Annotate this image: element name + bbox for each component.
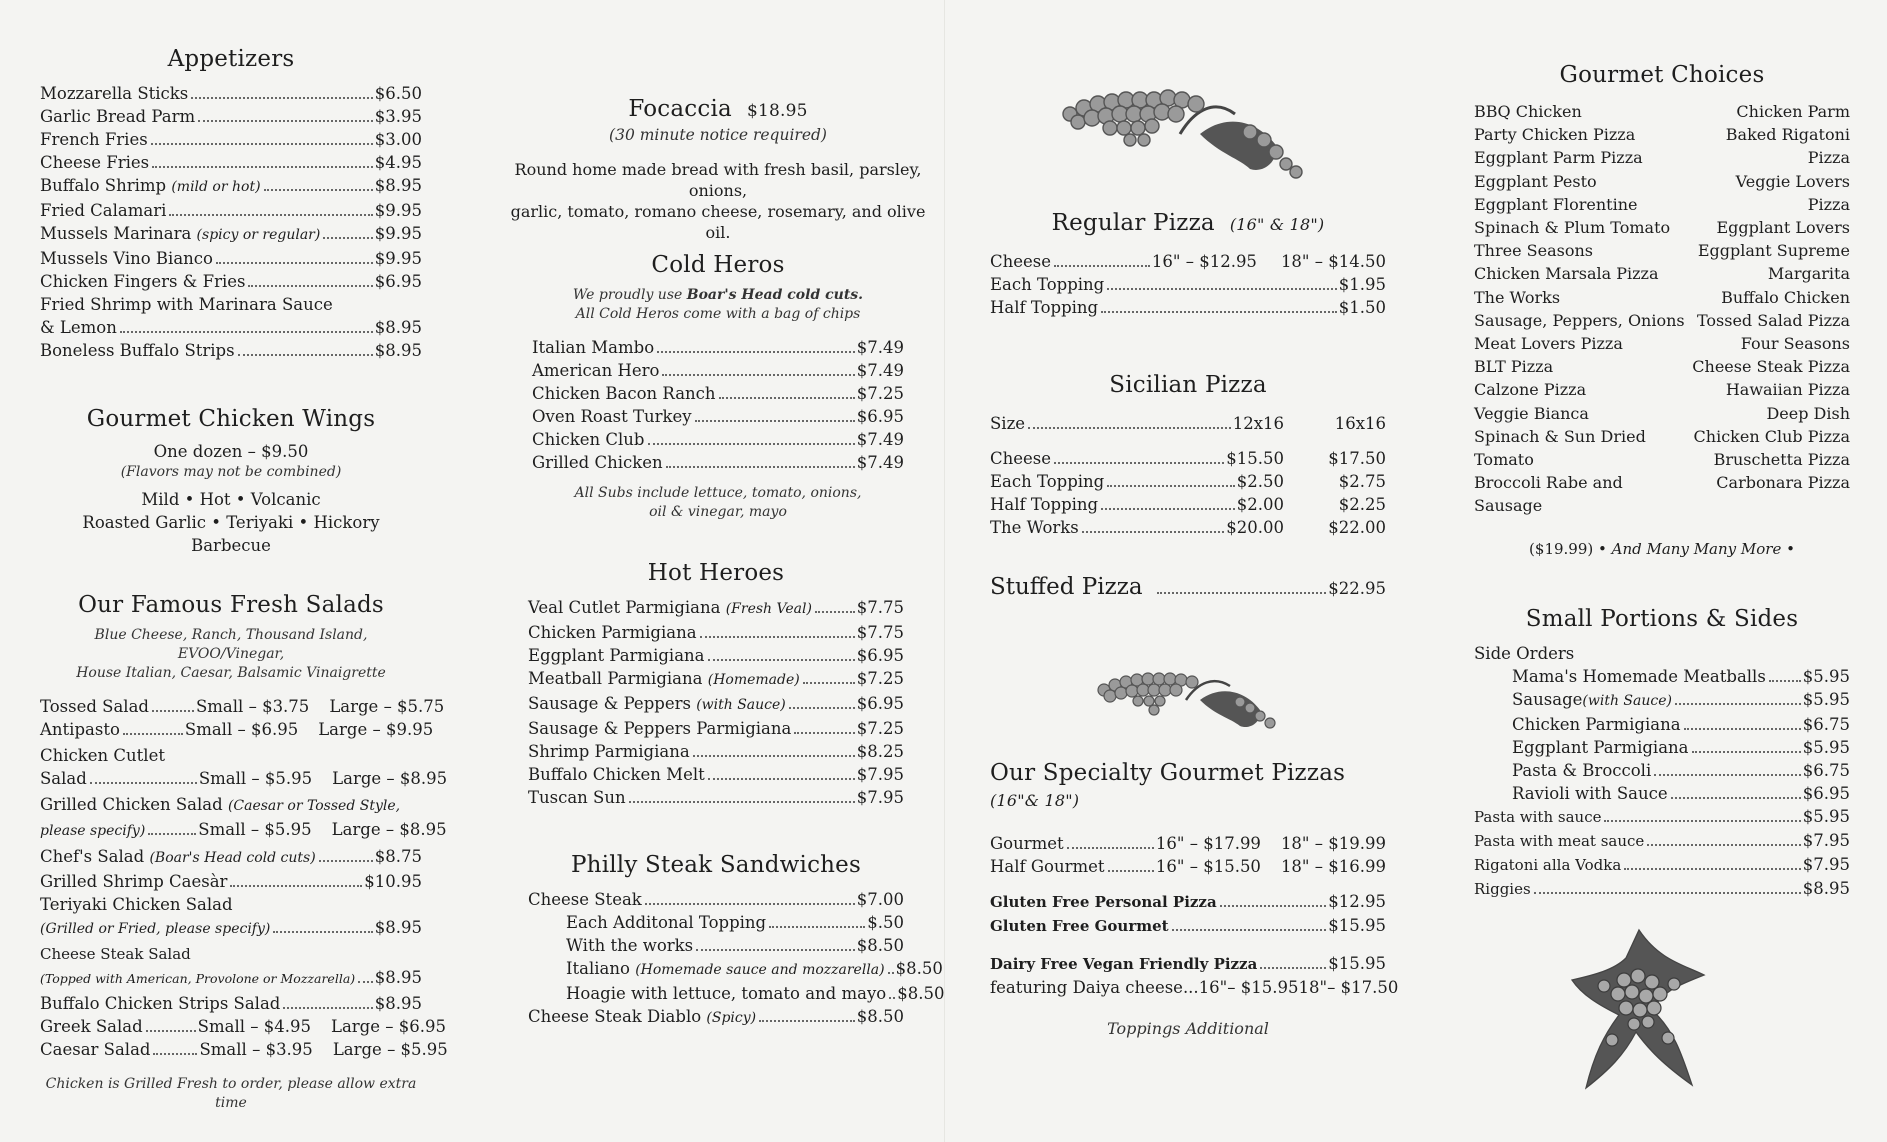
grape-cluster-icon [1564,920,1714,1100]
salads-section [40,592,448,1113]
appetizer-row: Mussels Marinara (spicy or regular) $9.95 [40,224,422,243]
side-row: Ravioli with Sauce $6.95 [1512,784,1850,803]
gourmet-choice-item: Broccoli Rabe and Sausage [1474,473,1623,516]
salad-grilled-line1: Grilled Chicken Salad (Caesar or Tossed Style, [40,795,401,814]
center-fold [944,0,945,1142]
appetizer-row: Mussels Vino Bianco $9.95 [40,249,422,268]
boneless-row: Boneless Buffalo Strips $8.95 [40,341,422,360]
cold-hero-row: Oven Roast Turkey $6.95 [532,407,904,426]
side-row: Mama's Homemade Meatballs $5.95 [1512,667,1850,686]
gourmet-choice-item: Eggplant Parm Pizza [1474,148,1643,168]
salad-row-teriyaki: (Grilled or Fried, please specify) $8.95 [40,918,422,937]
salad-row-antipasto: Antipasto Small – $6.95 Large – $9.95 [40,720,434,739]
salads-dressings-2: House Italian, Caesar, Balsamic Vinaigrette [76,665,386,681]
side-row: Sausage(with Sauce) $5.95 [1512,690,1850,709]
hot-hero-row: Chicken Parmigiana $7.75 [528,623,904,642]
appetizer-row: Garlic Bread Parm $3.95 [40,107,422,126]
focaccia-title: Focaccia $18.95 [628,96,808,122]
side-row: Pasta with sauce $5.95 [1474,807,1850,826]
gourmet-choice-item: Eggplant Pesto [1474,171,1597,191]
wings-title: Gourmet Chicken Wings [86,406,376,432]
gourmet-choice-item: Veggie Bianca [1474,403,1589,423]
gourmet-choice-item: Tossed Salad Pizza [1696,310,1850,330]
philly-row-italiano: Italiano (Homemade sauce and mozzarella) $8.50 [566,959,943,978]
appetizer-row: Buffalo Shrimp (mild or hot) $8.95 [40,176,422,195]
fried-shrimp-row: & Lemon $8.95 [40,318,422,337]
cold-heros-title: Cold Heros [651,252,785,278]
side-row: Eggplant Parmigiana $5.95 [1512,738,1850,757]
cold-hero-row: Grilled Chicken $7.49 [532,453,904,472]
salads-title: Our Famous Fresh Salads [78,592,384,618]
gourmet-choice-item: Three Seasons [1474,241,1593,261]
gourmet-choice-item: Veggie Lovers Pizza [1735,171,1850,214]
column-2 [510,0,945,1142]
specialty-toppings: Toppings Additional [1107,1019,1269,1038]
gourmet-choice-item: Chicken Parm [1736,102,1850,121]
column-4 [1474,0,1850,1142]
gourmet-choice-item: The Works [1474,287,1561,307]
gourmet-choice-item: Buffalo Chicken [1721,287,1850,307]
gourmet-choices-price: ($19.99) • And Many Many More • [1529,539,1795,558]
appetizer-row: Cheese Fries $4.95 [40,153,422,172]
wings-note: (Flavors may not be combined) [120,464,342,480]
appetizer-row: Mozzarella Sticks $6.50 [40,84,422,103]
salad-row-shrimp-caesar: Grilled Shrimp Caesàr $10.95 [40,872,422,891]
gourmet-choice-item: Sausage, Peppers, Onions [1474,310,1685,330]
hot-hero-row: Sausage & Peppers (with Sauce) $6.95 [528,694,904,713]
gourmet-choice-item: BBQ Chicken [1474,102,1582,121]
gourmet-choice-item: Hawaiian Pizza [1725,380,1850,400]
regular-row-cheese: Cheese 16" – $12.95 18" – $14.50 [990,252,1386,271]
gourmet-choice-item: Margarita [1767,264,1850,284]
cold-hero-row: Chicken Bacon Ranch $7.25 [532,384,904,403]
focaccia-notice: (30 minute notice required) [609,126,827,144]
side-row: Riggies $8.95 [1474,879,1850,898]
wings-section [40,406,422,557]
sicilian-row: Half Topping $2.00 $2.25 [990,495,1386,514]
sicilian-title: Sicilian Pizza [1109,372,1267,398]
side-row: Pasta with meat sauce $7.95 [1474,831,1850,850]
wings-flavors-1: Mild • Hot • Volcanic [141,490,321,509]
gourmet-choices-title: Gourmet Choices [1559,62,1765,88]
wings-flavors-2: Roasted Garlic • Teriyaki • Hickory Barbecue [82,513,380,555]
sicilian-section [990,372,1386,539]
specialty-row-half-gourmet: Half Gourmet 16" – $15.50 18" – $16.99 [990,857,1386,876]
regular-pizza-title: Regular Pizza (16" & 18") [1051,210,1325,236]
salad-row-greek: Greek Salad Small – $4.95 Large – $6.95 [40,1017,446,1036]
sicilian-size-row: Size 12x16 16x16 [990,414,1386,433]
side-row: Chicken Parmigiana $6.75 [1512,715,1850,734]
specialty-row-daiya: featuring Daiya cheese... 16"– $15.95 18"– $17.50 [990,978,1399,997]
gourmet-choice-item: Meat Lovers Pizza [1474,334,1623,354]
appetizer-row: Fried Calamari $9.95 [40,201,422,220]
stuffed-section [990,572,1386,604]
gourmet-choice-item: Party Chicken Pizza [1474,125,1636,145]
salad-cheesesteak-line1: Cheese Steak Salad [40,945,191,963]
gourmet-choice-item: Chicken Marsala Pizza [1474,264,1659,284]
hot-hero-row: Shrimp Parmigiana $8.25 [528,742,904,761]
philly-title: Philly Steak Sandwiches [571,852,861,878]
gourmet-choice-item: Eggplant Florentine [1474,194,1638,214]
cold-heros-note-1: We proudly use Boar's Head cold cuts. [572,287,864,303]
gourmet-choices-left [1474,100,1692,518]
cold-heros-footer-2: oil & vinegar, mayo [649,504,787,520]
gourmet-choice-item: Eggplant Lovers [1716,218,1850,238]
fried-shrimp-line1: Fried Shrimp with Marinara Sauce [40,295,333,314]
cold-hero-row: Italian Mambo $7.49 [532,338,904,357]
salad-row-tossed: Tossed Salad Small – $3.75 Large – $5.75 [40,697,445,716]
hot-hero-row: Meatball Parmigiana (Homemade) $7.25 [528,669,904,688]
sides-side-orders: Side Orders [1474,644,1575,663]
philly-row-hoagie: Hoagie with lettuce, tomato and mayo $8.50 [566,984,945,1003]
salad-cutlet-line1: Chicken Cutlet [40,746,165,765]
gourmet-choice-item: Calzone Pizza [1474,380,1587,400]
gourmet-choice-item: Bruschetta Pizza [1713,450,1850,470]
sides-section [1474,606,1850,901]
gourmet-choice-item: Eggplant Supreme [1697,241,1850,261]
cold-heros-note-2: All Cold Heros come with a bag of chips [575,306,861,322]
philly-row-works: With the works $8.50 [566,936,904,955]
grape-vine-icon [1050,74,1320,184]
gourmet-choice-item: Four Seasons [1740,334,1850,354]
hot-hero-row: Buffalo Chicken Melt $7.95 [528,765,904,784]
regular-row-half: Half Topping $1.50 [990,298,1386,317]
focaccia-section [508,96,928,243]
salad-row-grilled: please specify) Small – $5.95 Large – $8.95 [40,820,447,839]
specialty-section [990,760,1399,1038]
salads-footer: Chicken is Grilled Fresh to order, please allow extra time [45,1076,417,1111]
hot-hero-row: Tuscan Sun $7.95 [528,788,904,807]
sides-title: Small Portions & Sides [1525,606,1799,632]
hot-hero-row: Veal Cutlet Parmigiana (Fresh Veal) $7.75 [528,598,904,617]
sicilian-row: Each Topping $2.50 $2.75 [990,472,1386,491]
specialty-row-gf-gourmet: Gluten Free Gourmet $15.95 [990,916,1386,935]
stuffed-row: Stuffed Pizza $22.95 [990,574,1386,600]
side-row: Pasta & Broccoli $6.75 [1512,761,1850,780]
gourmet-choice-item: Baked Rigatoni Pizza [1725,125,1850,168]
focaccia-desc-1: Round home made bread with fresh basil, parsley, onions, [514,160,922,200]
philly-row-additional: Each Additonal Topping $.50 [566,913,904,932]
gourmet-choice-item: Carbonara Pizza [1716,473,1850,493]
hot-hero-row: Eggplant Parmigiana $6.95 [528,646,904,665]
cold-hero-row: Chicken Club $7.49 [532,430,904,449]
specialty-row-gf-personal: Gluten Free Personal Pizza $12.95 [990,892,1386,911]
gourmet-choice-item: BLT Pizza [1474,357,1554,377]
philly-section [528,852,945,1030]
appetizers-section [40,46,422,362]
hot-hero-row: Sausage & Peppers Parmigiana $7.25 [528,719,904,738]
gourmet-choice-item: Spinach & Plum Tomato [1474,218,1671,238]
salad-row-cutlet: Salad Small – $5.95 Large – $8.95 [40,769,448,788]
specialty-row-gourmet: Gourmet 16" – $17.99 18" – $19.99 [990,834,1386,853]
salad-row-caesar: Caesar Salad Small – $3.95 Large – $5.95 [40,1040,448,1059]
appetizers-title: Appetizers [167,46,295,72]
sicilian-row: The Works $20.00 $22.00 [990,518,1386,537]
gourmet-choice-item: Chicken Club Pizza [1693,426,1850,446]
wings-dozen: One dozen – $9.50 [153,442,309,461]
specialty-title: Our Specialty Gourmet Pizzas (16"& 18") [990,760,1346,810]
cold-heros-footer-1: All Subs include lettuce, tomato, onions, [574,485,862,501]
column-1 [40,0,448,1142]
focaccia-desc-2: garlic, tomato, romano cheese, rosemary, and olive oil. [510,202,926,242]
philly-row-cheese-steak: Cheese Steak $7.00 [528,890,904,909]
sicilian-row: Cheese $15.50 $17.50 [990,449,1386,468]
salad-teriyaki-line1: Teriyaki Chicken Salad [40,895,233,914]
appetizer-row: French Fries $3.00 [40,130,422,149]
cold-heros-section [532,252,904,522]
salad-row-buffalo-strips: Buffalo Chicken Strips Salad $8.95 [40,994,422,1013]
salad-row-cheesesteak: (Topped with American, Provolone or Mozzarella) $8.95 [40,968,422,987]
gourmet-choice-item: Spinach & Sun Dried Tomato [1474,426,1646,470]
gourmet-choice-item: Cheese Steak Pizza [1692,357,1850,377]
gourmet-choice-item: Deep Dish [1766,403,1850,423]
hot-heroes-title: Hot Heroes [647,560,785,586]
gourmet-choices-section [1474,62,1850,558]
cold-hero-row: American Hero $7.49 [532,361,904,380]
philly-row-diablo: Cheese Steak Diablo (Spicy) $8.50 [528,1007,904,1026]
grape-vine-icon-small [1090,660,1300,738]
side-row: Rigatoni alla Vodka $7.95 [1474,855,1850,874]
hot-heroes-section [528,560,904,809]
gourmet-choices-right [1692,100,1850,518]
column-3 [990,0,1399,1142]
specialty-row-vegan: Dairy Free Vegan Friendly Pizza $15.95 [990,954,1386,973]
salad-row-chefs: Chef's Salad (Boar's Head cold cuts) $8.75 [40,847,422,866]
salads-dressings-1: Blue Cheese, Ranch, Thousand Island, EVOO/Vinegar, [94,627,368,662]
regular-row-topping: Each Topping $1.95 [990,275,1386,294]
regular-pizza-section [990,210,1386,319]
appetizer-row: Chicken Fingers & Fries $6.95 [40,272,422,291]
